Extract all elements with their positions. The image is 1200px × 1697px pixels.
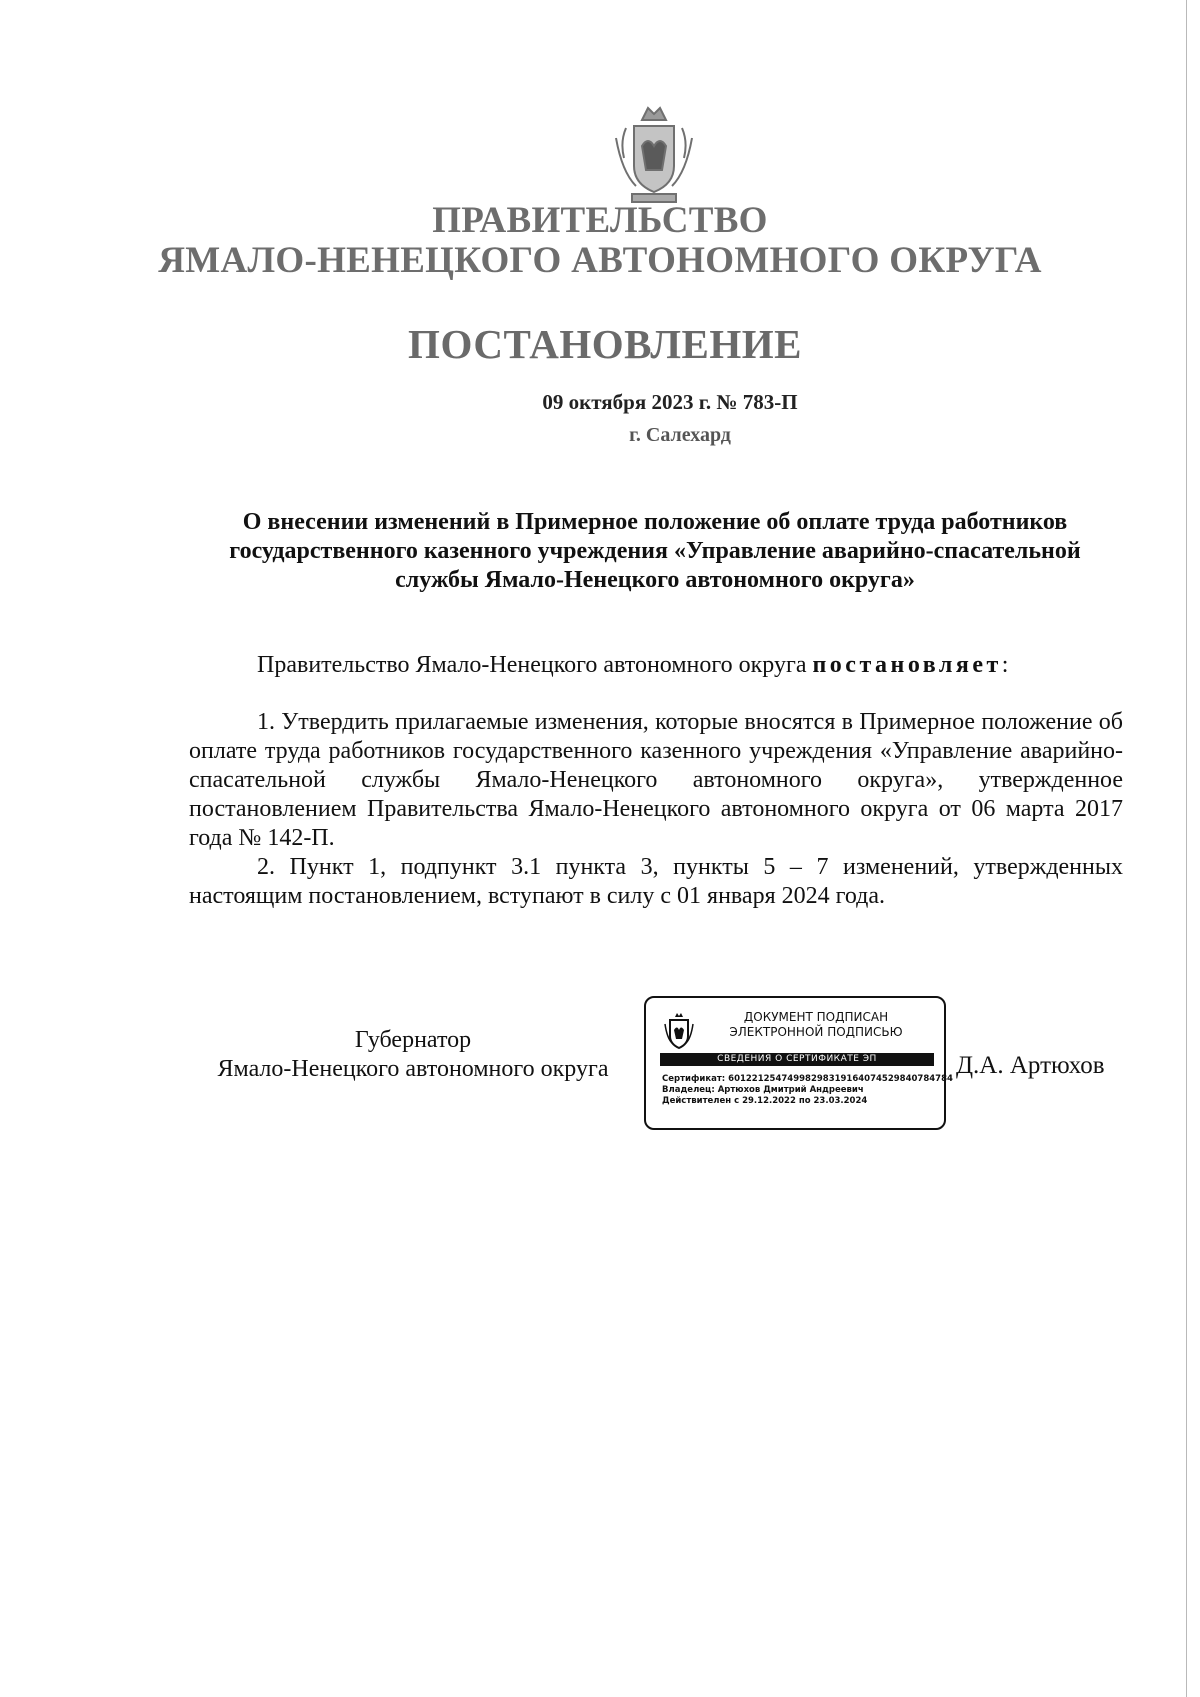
certificate-owner: Владелец: Артюхов Дмитрий Андреевич <box>662 1085 864 1095</box>
position-line1: Губернатор <box>354 1027 472 1053</box>
signatory-position <box>186 1026 640 1084</box>
signer-name: Д.А. Артюхов <box>956 1052 1105 1079</box>
coat-of-arms-icon <box>612 102 696 206</box>
preamble-text: Правительство Ямало-Ненецкого автономного округа <box>257 652 813 678</box>
position-line2: Ямало-Ненецкого автономного округа <box>217 1056 609 1082</box>
coat-of-arms-icon <box>664 1012 694 1050</box>
preamble-emphasis: постановляет <box>812 652 1002 678</box>
organization-name-line2: ЯМАЛО-НЕНЕЦКОГО АВТОНОМНОГО ОКРУГА <box>158 240 1042 281</box>
stamp-details <box>662 1074 953 1107</box>
page-edge <box>1186 0 1187 1697</box>
stamp-line2: ЭЛЕКТРОННОЙ ПОДПИСЬЮ <box>729 1025 903 1039</box>
electronic-signature-stamp <box>644 996 953 1130</box>
city: г. Салехард <box>629 424 731 446</box>
certificate-validity: Действителен с 29.12.2022 по 23.03.2024 <box>662 1096 868 1106</box>
document-title: О внесении изменений в Примерное положение об оплате труда работников государственного казенного учреждения «Управление аварийно-спасательной службы Ямало-Ненецкого автономного округа» <box>229 509 1081 593</box>
date-and-number: 09 октября 2023 г. № 783-П <box>542 390 798 414</box>
paragraph-2: 2. Пункт 1, подпункт 3.1 пункта 3, пункты 5 – 7 изменений, утвержденных настоящим постановлением, вступают в силу с 01 января 2024 года. <box>189 854 1123 909</box>
preamble <box>189 651 1123 680</box>
paragraph-1: 1. Утвердить прилагаемые изменения, которые вносятся в Примерное положение об оплате труда работников государственного казенного учреждения «Управление аварийно-спасательной службы Ямало-Ненецкого автономного округа», утвержденное постановлением Правительства Ямало-Ненецкого автономного округа от 06 марта 2017 года № 142-П. <box>189 709 1123 851</box>
document-type: ПОСТАНОВЛЕНИЕ <box>408 321 802 367</box>
stamp-line1: ДОКУМЕНТ ПОДПИСАН <box>743 1010 889 1024</box>
organization-name-line1: ПРАВИТЕЛЬСТВО <box>432 200 768 241</box>
preamble-suffix: : <box>1001 652 1009 678</box>
stamp-heading <box>698 1010 934 1040</box>
certificate-number: Сертификат: 60122125474998298319164074529840784784 <box>662 1074 953 1084</box>
stamp-certificate-bar: СВЕДЕНИЯ О СЕРТИФИКАТЕ ЭП <box>660 1053 934 1066</box>
